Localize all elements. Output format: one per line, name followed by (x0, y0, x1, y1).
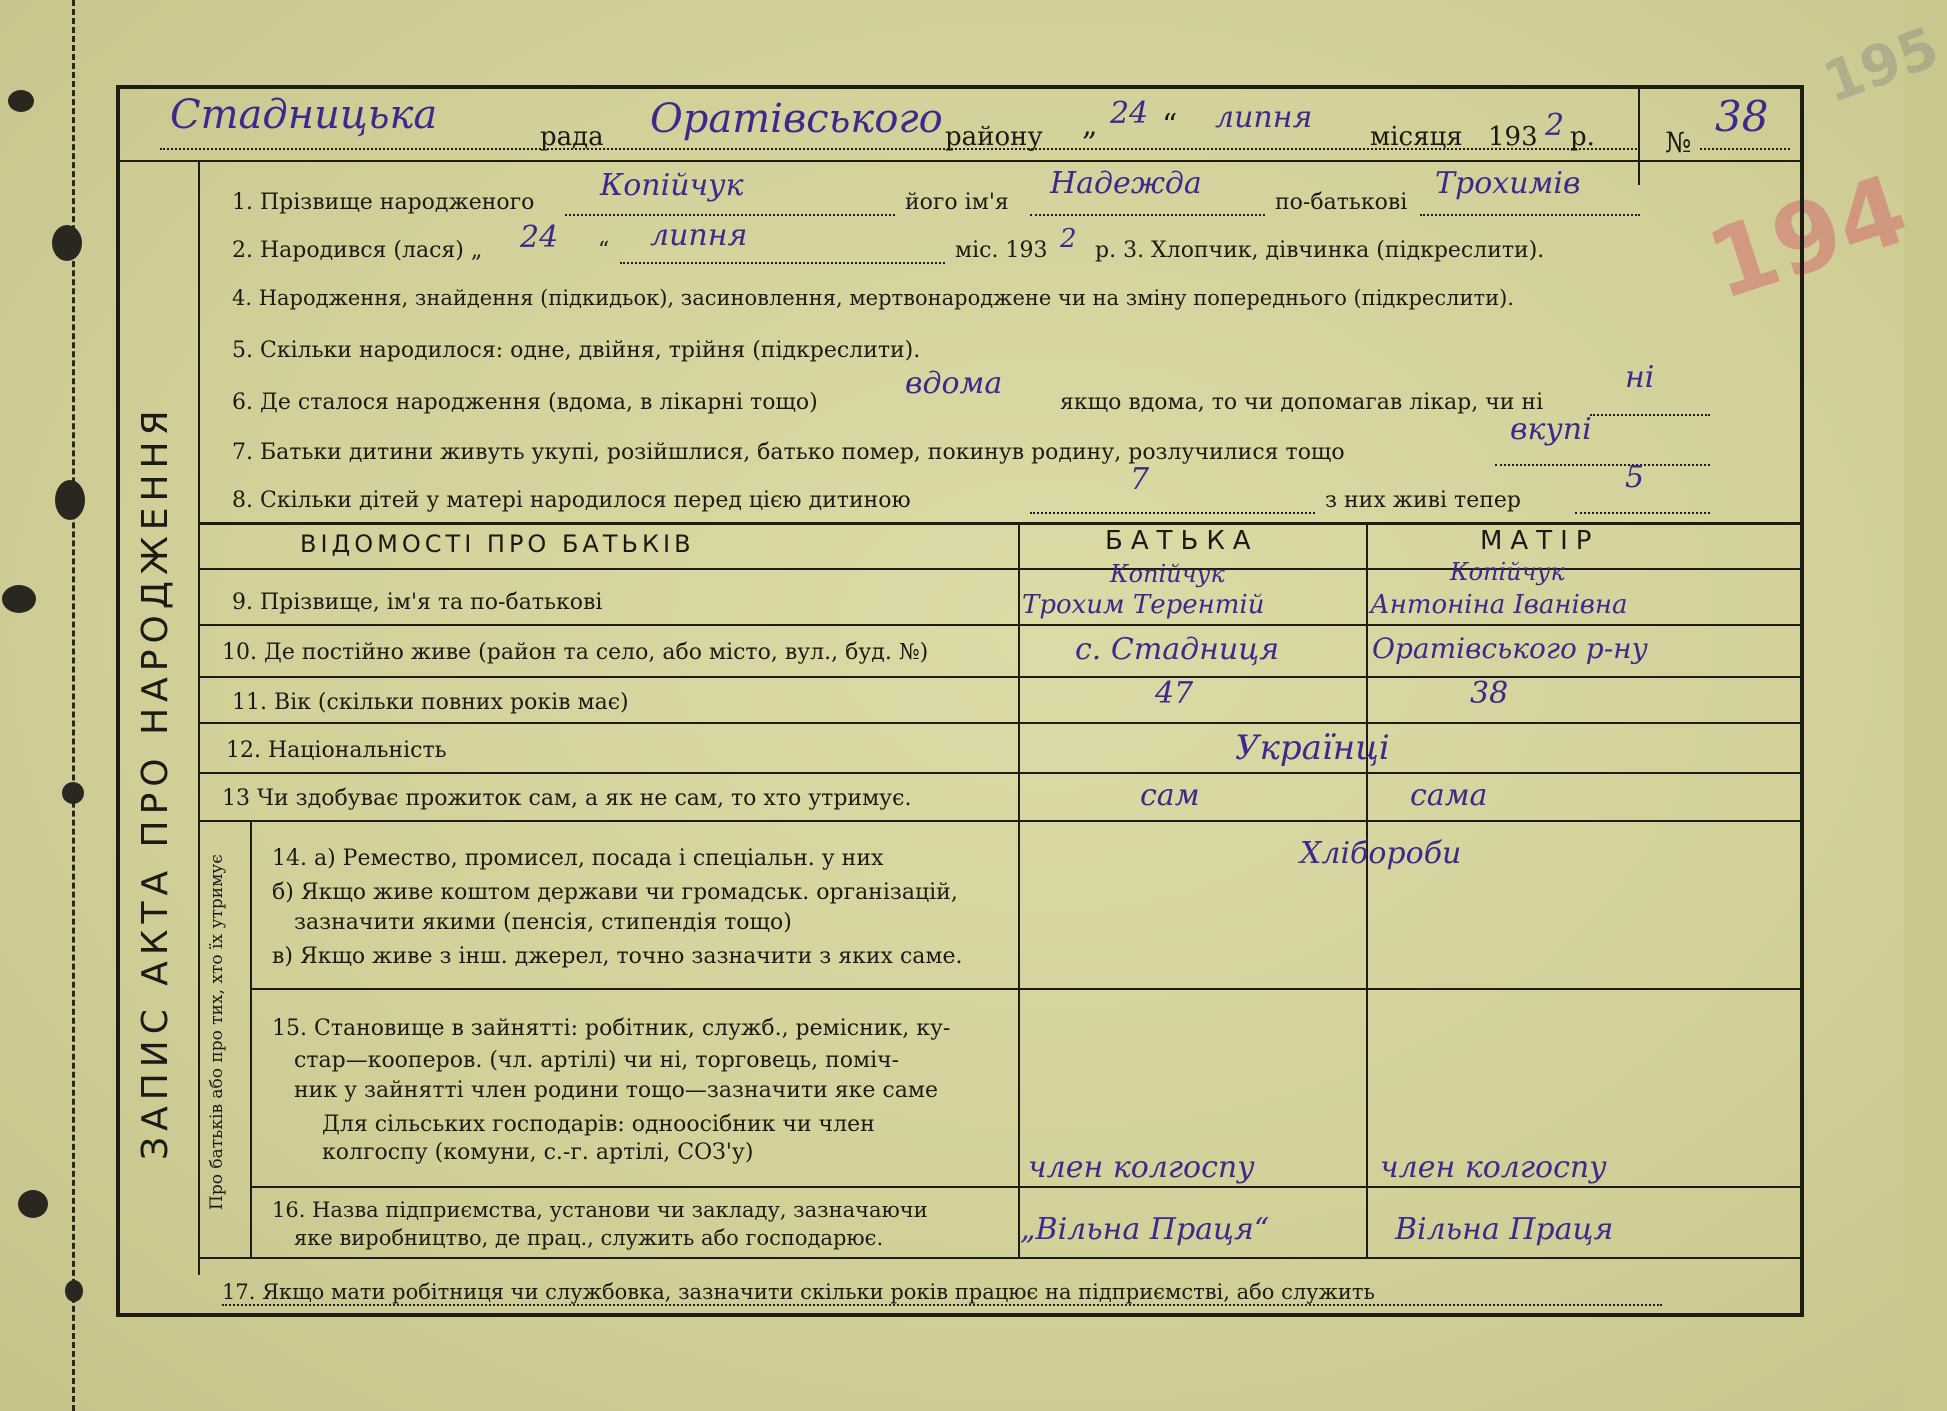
item-2-dots (620, 262, 945, 264)
row-14-bottom (250, 988, 1804, 990)
col-father-head: БАТЬКА (1105, 526, 1259, 556)
row-9-bottom (198, 624, 1804, 626)
day-open-quote: „ (1082, 108, 1098, 143)
table-head-label: ВІДОМОСТІ ПРО БАТЬКІВ (300, 530, 695, 558)
row-16-bottom (198, 1257, 1804, 1259)
row-14a-label: 14. а) Ремество, промисел, посада і спеціальн. у них (272, 846, 884, 871)
binding-hole (62, 782, 84, 804)
row-11-label: 11. Вік (скільки повних років має) (232, 690, 629, 715)
item-7-label: 7. Батьки дитини живуть укупі, розійшлися, батько помер, покинув родину, розлучилися тощо (232, 440, 1345, 465)
birth-day: 24 (520, 220, 559, 255)
item-1-patronymic-dots (1420, 214, 1640, 216)
father-workplace: „Вільна Праця“ (1020, 1212, 1270, 1247)
father-age: 47 (1155, 676, 1194, 711)
council-label: рада (540, 122, 604, 152)
year-printed: 193 (1488, 122, 1538, 152)
row-10-label: 10. Де постійно живе (район та село, або місто, вул., буд. №) (222, 640, 929, 665)
mother-age: 38 (1470, 676, 1509, 711)
item-6-label: 6. Де сталося народження (вдома, в лікарні тощо) (232, 390, 818, 415)
year-suffix: р. (1570, 122, 1595, 152)
row-15-label-5: колгоспу (комуни, с.-г. артілі, СОЗ'у) (322, 1140, 754, 1165)
col-mother-head: МАТІР (1480, 526, 1600, 556)
binding-hole (8, 90, 34, 112)
item-4-label: 4. Народження, знайдення (підкидьок), засиновлення, мертвонароджене чи на зміну попереднього (підкреслити). (232, 286, 1514, 310)
registration-day: 24 (1110, 96, 1149, 131)
item-1-patronymic-label: по-батькові (1275, 190, 1408, 215)
row-15-label-3: ник у зайнятті член родини тощо—зазначити яке саме (294, 1078, 939, 1103)
row-16-label-1: 16. Назва підприємства, установи чи закладу, зазначаючи (272, 1198, 928, 1222)
binding-hole (55, 480, 85, 520)
council-name: Стадницька (170, 92, 438, 138)
item-8-dots (1030, 512, 1315, 514)
occupation: Хлібороби (1300, 836, 1462, 871)
item-8-alive-label: з них живі тепер (1325, 488, 1521, 513)
binding-hole (65, 1280, 83, 1302)
row-12-label: 12. Національність (226, 738, 447, 763)
child-patronymic: Трохимів (1435, 166, 1581, 201)
parents-together: вкупі (1510, 412, 1592, 447)
item-2-month-label: міс. 193 (955, 238, 1048, 263)
father-employment: член колгоспу (1028, 1150, 1255, 1185)
number-box-divider (1638, 85, 1640, 185)
title-strip-top (116, 160, 1804, 162)
child-surname: Копійчук (600, 168, 744, 203)
mother-residence: Оратівського р-ну (1372, 632, 1648, 665)
item-6-dots (1590, 414, 1710, 416)
item-5-label: 5. Скільки народилося: одне, двійня, трійня (підкреслити). (232, 338, 921, 363)
item-2-label: 2. Народився (лася) „ (232, 238, 483, 263)
nationality: Українці (1235, 728, 1390, 768)
row-16-label-2: яке виробництво, де прац., служить або господарює. (294, 1226, 884, 1250)
father-support: сам (1140, 778, 1200, 813)
row-14b-label-1: б) Якщо живе коштом держави чи громадськ. організацій, (272, 880, 958, 905)
row-15-label-4: Для сільських господарів: одноосібник чи член (322, 1112, 875, 1137)
item-1-dots (565, 214, 895, 216)
children-alive: 5 (1625, 460, 1645, 495)
row-12-bottom (198, 772, 1804, 774)
item-1-label: 1. Прізвище народженого (232, 190, 535, 215)
row-15-bottom (250, 1186, 1804, 1188)
binding-hole (2, 585, 36, 613)
month-label: місяця (1370, 122, 1463, 152)
row-13-bottom (198, 820, 1804, 822)
row-13-label: 13 Чи здобуває прожиток сам, а як не сам, то хто утримує. (222, 786, 912, 811)
item-6-doctor-label: якщо вдома, то чи допомагав лікар, чи ні (1060, 390, 1544, 415)
perforation-line (72, 0, 75, 1411)
year-handwritten: 2 (1545, 108, 1565, 143)
registration-month: липня (1215, 100, 1313, 135)
district-name: Оратівського (650, 96, 943, 142)
birth-year: 2 (1060, 224, 1077, 254)
row-15-label-1: 15. Становище в зайнятті: робітник, служб., ремісник, ку- (272, 1016, 951, 1041)
birth-place: вдома (905, 366, 1003, 401)
father-residence: с. Стадниця (1075, 632, 1280, 667)
item-7-dots (1495, 464, 1710, 466)
row-10-bottom (198, 676, 1804, 678)
mother-workplace: Вільна Праця (1395, 1212, 1614, 1247)
child-first-name: Надежда (1050, 166, 1202, 201)
row-14c-label: в) Якщо живе з інш. джерел, точно зазначити з яких саме. (272, 944, 963, 969)
table-col-father (1018, 522, 1020, 1257)
item-2-quote: “ (598, 238, 610, 263)
row-15-label-2: стар—кооперов. (чл. артілі) чи ні, торговець, поміч- (294, 1048, 900, 1073)
father-surname: Копійчук (1110, 560, 1225, 588)
item-1-name-label: його ім'я (905, 190, 1009, 215)
doctor-assisted: ні (1625, 360, 1655, 395)
birth-month: липня (650, 218, 748, 253)
item-1-name-dots (1030, 214, 1265, 216)
binding-hole (52, 225, 82, 261)
title-strip-border (198, 160, 200, 1275)
number-label: № (1665, 126, 1692, 159)
father-name: Трохим Терентій (1022, 590, 1265, 620)
mother-name: Антоніна Іванівна (1370, 590, 1628, 620)
record-number: 38 (1715, 92, 1769, 141)
district-label: району (945, 122, 1043, 152)
mother-surname: Копійчук (1450, 558, 1565, 586)
row-14b-label-2: зазначити якими (пенсія, стипендія тощо) (294, 910, 792, 935)
item-8-alive-dots (1575, 512, 1710, 514)
item-8-label: 8. Скільки дітей у матері народилося перед цією дитиною (232, 488, 911, 513)
row-11-bottom (198, 722, 1804, 724)
side-note-border (250, 820, 252, 1257)
mother-employment: член колгоспу (1380, 1150, 1607, 1185)
children-born: 7 (1130, 462, 1150, 497)
item-2-3-label: р. 3. Хлопчик, дівчинка (підкреслити). (1095, 238, 1545, 263)
row-17-label: 17. Якщо мати робітниця чи службовка, зазначити скільки років працює на підприємстві, або служить (222, 1280, 1375, 1304)
mother-support: сама (1410, 778, 1488, 813)
day-close-quote: “ (1162, 108, 1178, 143)
row-17-dots (222, 1304, 1662, 1306)
table-col-mother (1366, 522, 1368, 1257)
number-underline (1700, 148, 1790, 150)
binding-hole (18, 1190, 48, 1218)
table-top (198, 522, 1804, 525)
row-9-label: 9. Прізвище, ім'я та по-батькові (232, 590, 603, 615)
